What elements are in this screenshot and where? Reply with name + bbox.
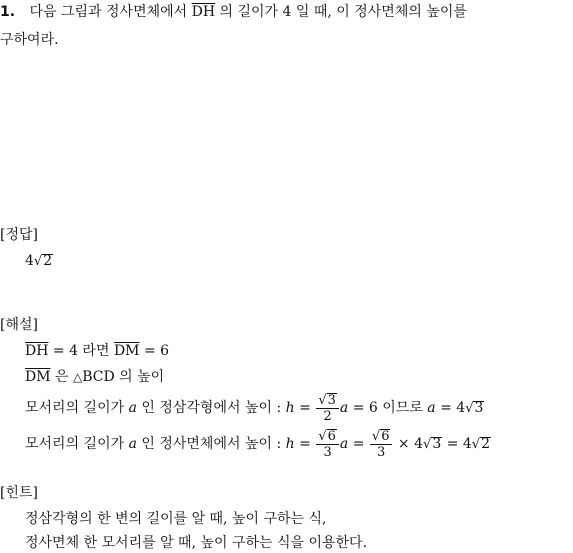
sqrt-3 xyxy=(423,428,442,461)
answer-radicand: 2 xyxy=(43,253,53,269)
expl-text: = 6 이므로 xyxy=(352,400,423,416)
fraction-numerator xyxy=(316,393,339,409)
question-number: 1. xyxy=(0,4,16,20)
fraction-numerator xyxy=(370,429,393,445)
expl-text: 인 정사면체에서 높이 : xyxy=(141,436,282,452)
var-a: a xyxy=(339,400,349,416)
segment-dm: $\overline{DM}$ xyxy=(25,369,51,385)
sqrt-sign: √ xyxy=(33,254,43,269)
fraction-denominator: 2 xyxy=(323,408,332,424)
radicand: 6 xyxy=(327,428,336,444)
expl-text: 모서리의 길이가 xyxy=(25,400,125,416)
var-a: a xyxy=(128,436,137,452)
equals: = xyxy=(299,436,311,452)
expl-text: × 4 xyxy=(397,436,424,452)
expl-text: = 4 라면 xyxy=(52,343,110,359)
fraction-denominator: 3 xyxy=(323,444,332,460)
explanation-line-3 xyxy=(25,392,484,425)
radicand: 3 xyxy=(474,400,484,416)
hint-heading: [힌트] xyxy=(0,485,38,501)
radicand: 3 xyxy=(327,392,336,408)
radicand: 3 xyxy=(432,436,442,452)
answer-heading: [정답] xyxy=(0,227,38,243)
explanation-line-1 xyxy=(25,342,169,360)
answer-sqrt xyxy=(34,252,53,271)
fraction-sqrt3-over-2 xyxy=(316,393,339,424)
var-h: h xyxy=(285,436,295,452)
expl-text: 모서리의 길이가 xyxy=(25,436,125,452)
segment-dh: $\overline{DH}$ xyxy=(25,343,49,359)
sqrt-sign: √ xyxy=(318,428,327,444)
question-text-b: 의 길이가 4 일 때, 이 정사면체의 높이를 xyxy=(219,4,467,20)
sqrt-sign: √ xyxy=(465,401,474,416)
hint-line-1: 정삼각형의 한 변의 길이를 알 때, 높이 구하는 식, xyxy=(25,511,327,527)
answer-coef: 4 xyxy=(25,253,34,269)
explanation-line-2 xyxy=(25,368,164,386)
fraction-sqrt6-over-3 xyxy=(370,429,393,460)
sqrt-sign: √ xyxy=(371,428,381,444)
triangle-symbol: △ xyxy=(73,370,83,384)
sqrt-sign: √ xyxy=(471,437,481,452)
fraction-numerator xyxy=(316,429,339,445)
sqrt-3 xyxy=(465,392,484,425)
radicand: 6 xyxy=(381,428,390,444)
sqrt-sign: √ xyxy=(318,392,327,408)
segment-dm: $\overline{DM}$ xyxy=(113,343,140,359)
expl-text: = 4 xyxy=(440,400,466,416)
explanation-line-4 xyxy=(25,428,491,461)
answer-value xyxy=(25,252,53,271)
var-h: h xyxy=(285,400,295,416)
radicand: 2 xyxy=(481,436,490,452)
sqrt-sign: √ xyxy=(423,437,432,452)
equals: = xyxy=(299,400,311,416)
sqrt-2 xyxy=(472,428,491,461)
expl-text: 의 높이 xyxy=(119,369,165,385)
fraction-denominator: 3 xyxy=(377,444,386,460)
var-a: a xyxy=(128,400,137,416)
expl-text: = 4 xyxy=(446,436,472,452)
var-a: a xyxy=(339,436,349,452)
expl-text: = 6 xyxy=(143,343,170,359)
fraction-sqrt6-over-3 xyxy=(316,429,339,460)
question-line-2: 구하여라. xyxy=(0,32,59,48)
question-text-a: 다음 그림과 정사면체에서 xyxy=(29,4,188,20)
equals: = xyxy=(352,436,365,452)
expl-text: 은 xyxy=(55,369,69,385)
hint-line-2: 정사면체 한 모서리를 알 때, 높이 구하는 식을 이용한다. xyxy=(25,535,368,551)
expl-text: 인 정삼각형에서 높이 : xyxy=(141,400,282,416)
segment-dh: $\overline{DH}$ xyxy=(191,4,216,20)
triangle-name: BCD xyxy=(82,369,115,385)
question-line-1 xyxy=(0,3,467,21)
explanation-heading: [해설] xyxy=(0,317,38,333)
var-a: a xyxy=(427,400,436,416)
